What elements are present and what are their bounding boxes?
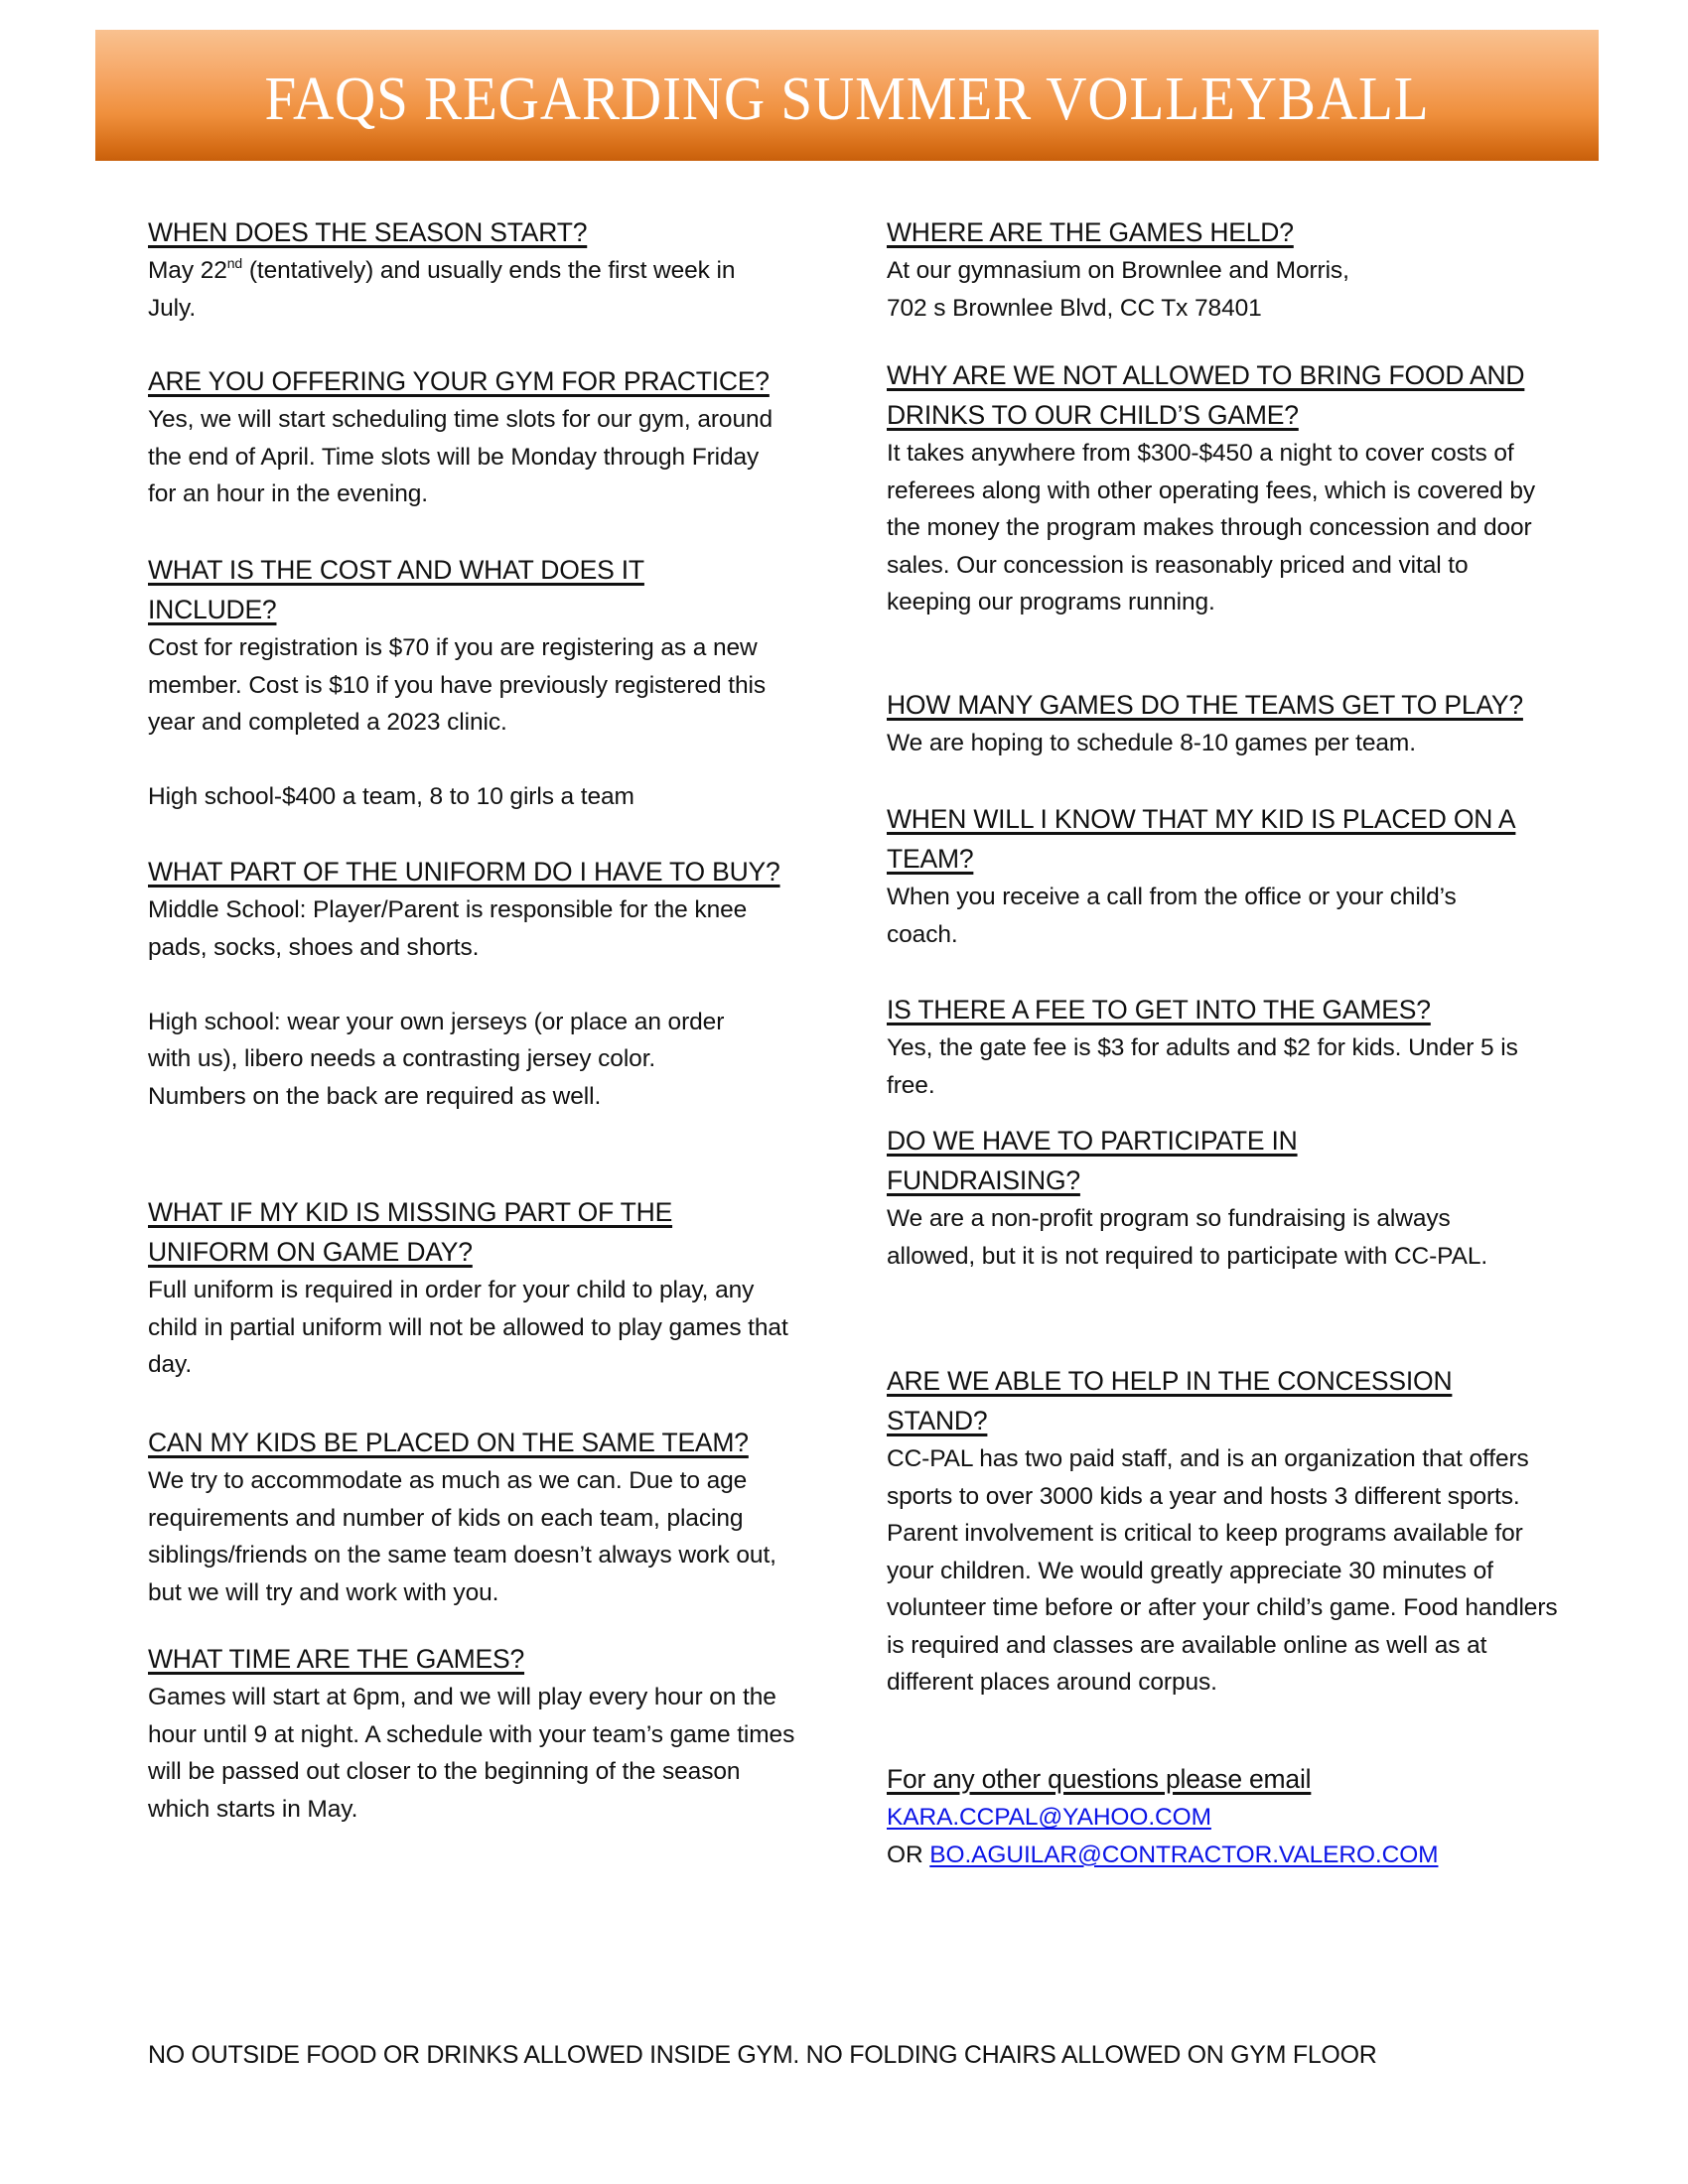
- faq-item-games-location: [887, 212, 1562, 327]
- contact-heading: For any other questions please email: [887, 1764, 1312, 1794]
- contact-email-line-2: [887, 1837, 1562, 1874]
- faq-item-game-times: [148, 1639, 823, 1828]
- faq-question: ARE YOU OFFERING YOUR GYM FOR PRACTICE?: [148, 366, 770, 396]
- faq-answer-line: 702 s Brownlee Blvd, CC Tx 78401: [887, 294, 1262, 322]
- or-label: OR: [887, 1841, 930, 1868]
- faq-item-same-team: [148, 1423, 823, 1611]
- faq-answer: We are hoping to schedule 8-10 games per team.: [887, 730, 1416, 756]
- faq-question: WHAT PART OF THE UNIFORM DO I HAVE TO BUY?: [148, 857, 780, 887]
- faq-answer: Yes, we will start scheduling time slots for our gym, around the end of April. Time slots will be Monday through Friday for an hour in the evening.: [148, 406, 774, 507]
- faq-answer-extra: High school: wear your own jerseys (or place an order with us), libero needs a contrasting jersey color. Numbers on the back are required as well.: [148, 1008, 725, 1110]
- faq-question: CAN MY KIDS BE PLACED ON THE SAME TEAM?: [148, 1428, 749, 1457]
- faq-answer: We are a non-profit program so fundraising is always allowed, but it is not required to participate with CC-PAL.: [887, 1205, 1488, 1270]
- faq-item-concession: [887, 1361, 1562, 1702]
- faq-item-gate-fee: [887, 990, 1562, 1104]
- faq-question: ARE WE ABLE TO HELP IN THE CONCESSION STAND?: [887, 1366, 1453, 1435]
- faq-question: WHY ARE WE NOT ALLOWED TO BRING FOOD AND DRINKS TO OUR CHILD’S GAME?: [887, 360, 1525, 430]
- faq-question: WHEN WILL I KNOW THAT MY KID IS PLACED ON A TEAM?: [887, 804, 1516, 874]
- footer-notice: NO OUTSIDE FOOD OR DRINKS ALLOWED INSIDE GYM. NO FOLDING CHAIRS ALLOWED ON GYM FLOOR: [148, 2041, 1377, 2069]
- faq-item-food-drinks: [887, 355, 1562, 621]
- faq-question: WHEN DOES THE SEASON START?: [148, 217, 588, 247]
- faq-answer-line: At our gymnasium on Brownlee and Morris,: [887, 257, 1349, 284]
- faq-answer: Cost for registration is $70 if you are registering as a new member. Cost is $10 if you have previously registered this year and completed a 2023 clinic.: [148, 634, 766, 736]
- faq-item-season-start: [148, 212, 823, 327]
- faq-answer: Full uniform is required in order for your child to play, any child in partial uniform will not be allowed to play games that day.: [148, 1277, 788, 1378]
- faq-answer: Games will start at 6pm, and we will play every hour on the hour until 9 at night. A schedule with your team’s game times will be passed out closer to the beginning of the season which starts in May.: [148, 1684, 795, 1823]
- answer-text: (tentatively) and usually ends the first week in July.: [148, 257, 736, 322]
- faq-answer: Yes, the gate fee is $3 for adults and $2 for kids. Under 5 is free.: [887, 1034, 1518, 1099]
- faq-question: WHAT TIME ARE THE GAMES?: [148, 1644, 525, 1674]
- faq-item-gym-practice: [148, 361, 823, 513]
- ordinal-suffix: nd: [226, 255, 243, 271]
- faq-answer: It takes anywhere from $300-$450 a night to cover costs of referees along with other operating fees, which is covered by the money the program makes through concession and door sales. Our concession is reasonably priced and vital to keeping our programs running.: [887, 440, 1536, 615]
- contact-section: [887, 1759, 1562, 1873]
- faq-item-missing-uniform: [148, 1192, 823, 1384]
- email-link-kara[interactable]: KARA.CCPAL@YAHOO.COM: [887, 1804, 1211, 1831]
- faq-item-team-placement: [887, 799, 1562, 953]
- contact-email-line-1: [887, 1799, 1562, 1837]
- faq-answer: When you receive a call from the office or your child’s coach.: [887, 884, 1457, 948]
- faq-question: DO WE HAVE TO PARTICIPATE IN FUNDRAISING?: [887, 1126, 1298, 1195]
- faq-question: WHERE ARE THE GAMES HELD?: [887, 217, 1294, 247]
- faq-answer: We try to accommodate as much as we can. Due to age requirements and number of kids on each team, placing siblings/friends on the same team doesn’t always work out, but we will try and work with you.: [148, 1467, 776, 1606]
- faq-answer: CC-PAL has two paid staff, and is an organization that offers sports to over 3000 kids a year and hosts 3 different sports. Parent involvement is critical to keep programs available for your children. We would greatly appreciate 30 minutes of volunteer time before or after your child’s game. Food handlers is required and classes are available online as well as at different places around corpus.: [887, 1445, 1558, 1696]
- faq-question: IS THERE A FEE TO GET INTO THE GAMES?: [887, 995, 1431, 1024]
- faq-answer: [148, 252, 783, 327]
- faq-item-uniform-buy: [148, 852, 823, 1115]
- faq-question: WHAT IF MY KID IS MISSING PART OF THE UNIFORM ON GAME DAY?: [148, 1197, 673, 1267]
- email-link-bo[interactable]: BO.AGUILAR@CONTRACTOR.VALERO.COM: [929, 1841, 1439, 1868]
- faq-item-cost: [148, 550, 823, 816]
- answer-text: May 22: [148, 257, 227, 284]
- title-banner: [95, 30, 1599, 161]
- faq-answer-extra: High school-$400 a team, 8 to 10 girls a team: [148, 783, 634, 810]
- faq-answer: Middle School: Player/Parent is responsible for the knee pads, socks, shoes and shorts.: [148, 896, 748, 961]
- page-title: FAQS REGARDING SUMMER VOLLEYBALL: [264, 65, 1430, 133]
- faq-question: WHAT IS THE COST AND WHAT DOES IT INCLUDE?: [148, 555, 644, 624]
- faq-item-fundraising: [887, 1121, 1562, 1275]
- faq-item-games-count: [887, 685, 1562, 762]
- faq-question: HOW MANY GAMES DO THE TEAMS GET TO PLAY?: [887, 690, 1523, 720]
